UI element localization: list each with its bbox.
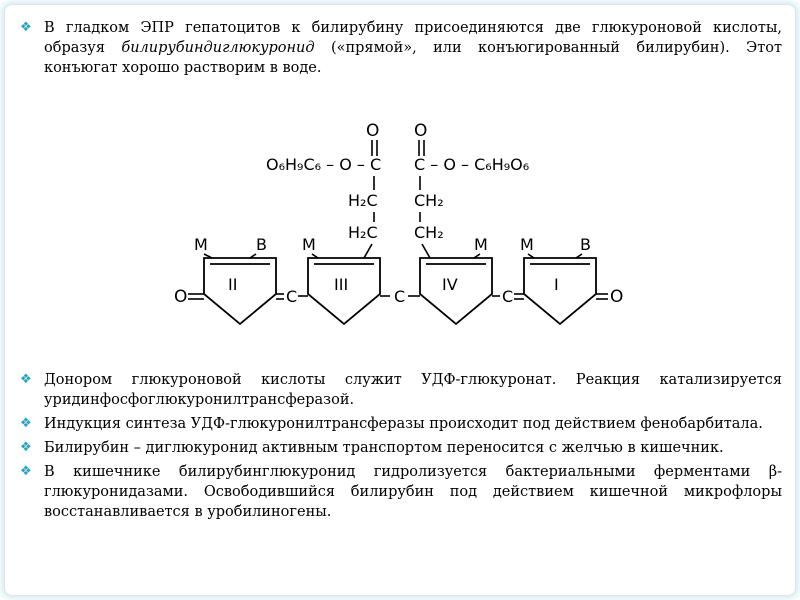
bilirubin-diglucuronide-structure bbox=[158, 98, 636, 350]
bullet-item-hydrolysis bbox=[20, 462, 782, 522]
bottom-bullets bbox=[20, 370, 782, 526]
label-b-ring-i: B bbox=[580, 235, 591, 254]
bridge-c-3: C bbox=[502, 287, 514, 306]
bullet-icon: ❖ bbox=[20, 372, 32, 387]
bridge-c-2: C bbox=[394, 287, 406, 306]
bullet-text: В кишечнике билирубинглюкуронид гидролизуется бактериальными ферментами β-глюкуронидазами. Освободившийся билирубин под действием кишечной микрофлоры восстанавливается в уробилиногены. bbox=[44, 464, 782, 520]
ring-label-i: I bbox=[554, 275, 559, 294]
bullet-item-induction bbox=[20, 414, 782, 434]
left-h2c-2: H₂C bbox=[348, 223, 378, 242]
atom-o-left-top: O bbox=[366, 121, 380, 141]
label-m-ring-ii: M bbox=[194, 235, 208, 254]
ring-label-ii: II bbox=[228, 275, 238, 294]
label-b-ring-ii: B bbox=[256, 235, 267, 254]
ring-label-iv: IV bbox=[442, 275, 458, 294]
bullet-item-conjugation bbox=[20, 18, 782, 78]
top-bullets bbox=[20, 18, 782, 82]
bridge-c-1: C bbox=[286, 287, 298, 306]
atom-o-right-top: O bbox=[414, 121, 428, 141]
bullet-text-post: («прямой», или конъюгированный билирубин). Этот конъюгат хорошо растворим в воде. bbox=[44, 40, 782, 76]
atom-o-right-terminal: O bbox=[610, 287, 624, 307]
bullet-item-donor bbox=[20, 370, 782, 410]
right-ch2-2: CH₂ bbox=[414, 223, 444, 242]
label-m-ring-i: M bbox=[520, 235, 534, 254]
label-m-ring-iv: M bbox=[474, 235, 488, 254]
ring-i-shape bbox=[524, 258, 596, 324]
label-m-ring-iii: M bbox=[302, 235, 316, 254]
atom-o-left-terminal: O bbox=[174, 287, 188, 307]
left-h2c-1: H₂C bbox=[348, 191, 378, 210]
right-glucuronide-ester: C – O – C₆H₉O₆ bbox=[414, 155, 530, 174]
right-ch2-1: CH₂ bbox=[414, 191, 444, 210]
bullet-text-italic: билирубиндиглюкуронид bbox=[121, 40, 315, 56]
bullet-text: Билирубин – диглюкуронид активным транспортом переносится с желчью в кишечник. bbox=[44, 440, 724, 456]
bullet-item-transport bbox=[20, 438, 782, 458]
ring-label-iii: III bbox=[334, 275, 349, 294]
bond-right-to-ring-iv bbox=[422, 244, 430, 258]
bond-left-to-ring-iii bbox=[364, 244, 372, 258]
bullet-icon: ❖ bbox=[20, 464, 32, 479]
bullet-icon: ❖ bbox=[20, 20, 32, 35]
bullet-icon: ❖ bbox=[20, 416, 32, 431]
bullet-text: Индукция синтеза УДФ-глюкуронилтрансферазы происходит под действием фенобарбитала. bbox=[44, 416, 763, 432]
bullet-text-pre: В гладком ЭПР гепатоцитов к билирубину присоединяются две глюкуроновой кислоты, образуя bbox=[44, 20, 782, 56]
bullet-text: Донором глюкуроновой кислоты служит УДФ-глюкуронат. Реакция катализируется уридинфосфоглюкуронилтрансферазой. bbox=[44, 372, 782, 408]
ring-ii-shape bbox=[204, 258, 276, 324]
structure-svg bbox=[158, 98, 636, 350]
bullet-icon: ❖ bbox=[20, 440, 32, 455]
left-glucuronide-ester: O₆H₉C₆ – O – C bbox=[266, 155, 382, 174]
